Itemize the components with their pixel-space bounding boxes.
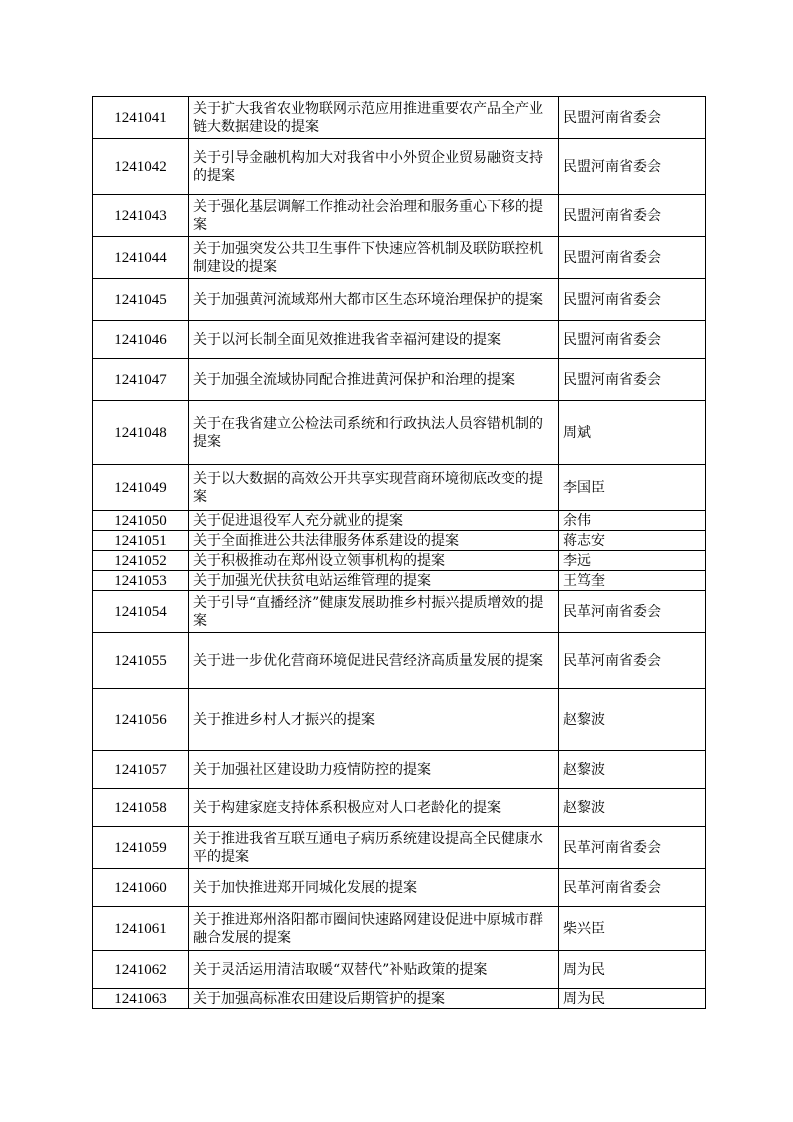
proposal-title: 关于在我省建立公检法司系统和行政执法人员容错机制的提案 xyxy=(189,401,559,465)
proposal-number: 1241059 xyxy=(93,827,189,869)
proposal-title: 关于强化基层调解工作推动社会治理和服务重心下移的提案 xyxy=(189,195,559,237)
proposal-number: 1241045 xyxy=(93,279,189,321)
proposal-submitter: 王笃奎 xyxy=(559,571,706,591)
proposal-title: 关于引导“直播经济”健康发展助推乡村振兴提质增效的提案 xyxy=(189,591,559,633)
proposal-number: 1241046 xyxy=(93,321,189,359)
proposal-submitter: 民盟河南省委会 xyxy=(559,139,706,195)
proposal-number: 1241048 xyxy=(93,401,189,465)
proposal-number: 1241043 xyxy=(93,195,189,237)
proposal-number: 1241058 xyxy=(93,789,189,827)
table-row xyxy=(93,989,706,1009)
proposal-number: 1241042 xyxy=(93,139,189,195)
proposal-number: 1241047 xyxy=(93,359,189,401)
proposal-submitter: 民盟河南省委会 xyxy=(559,237,706,279)
proposal-submitter: 赵黎波 xyxy=(559,789,706,827)
table-row xyxy=(93,195,706,237)
proposal-title: 关于加强光伏扶贫电站运维管理的提案 xyxy=(189,571,559,591)
proposal-submitter: 民盟河南省委会 xyxy=(559,321,706,359)
proposal-number: 1241056 xyxy=(93,689,189,751)
table-row xyxy=(93,511,706,531)
table-row xyxy=(93,401,706,465)
proposal-title: 关于加强高标准农田建设后期管护的提案 xyxy=(189,989,559,1009)
proposal-table xyxy=(92,96,706,1009)
proposal-submitter: 民革河南省委会 xyxy=(559,869,706,907)
proposal-number: 1241062 xyxy=(93,951,189,989)
proposal-submitter: 周为民 xyxy=(559,951,706,989)
table-row xyxy=(93,465,706,511)
proposal-submitter: 赵黎波 xyxy=(559,689,706,751)
table-row xyxy=(93,279,706,321)
proposal-title: 关于进一步优化营商环境促进民营经济高质量发展的提案 xyxy=(189,633,559,689)
proposal-number: 1241063 xyxy=(93,989,189,1009)
proposal-submitter: 民革河南省委会 xyxy=(559,827,706,869)
proposal-submitter: 民盟河南省委会 xyxy=(559,97,706,139)
proposal-number: 1241044 xyxy=(93,237,189,279)
proposal-title: 关于加强全流域协同配合推进黄河保护和治理的提案 xyxy=(189,359,559,401)
table-row xyxy=(93,139,706,195)
proposal-number: 1241061 xyxy=(93,907,189,951)
proposal-number: 1241041 xyxy=(93,97,189,139)
table-row xyxy=(93,531,706,551)
proposal-title: 关于推进我省互联互通电子病历系统建设提高全民健康水平的提案 xyxy=(189,827,559,869)
proposal-table-body xyxy=(93,97,706,1009)
proposal-title: 关于全面推进公共法律服务体系建设的提案 xyxy=(189,531,559,551)
proposal-submitter: 民革河南省委会 xyxy=(559,591,706,633)
proposal-title: 关于以河长制全面见效推进我省幸福河建设的提案 xyxy=(189,321,559,359)
table-row xyxy=(93,751,706,789)
proposal-submitter: 民盟河南省委会 xyxy=(559,279,706,321)
proposal-title: 关于引导金融机构加大对我省中小外贸企业贸易融资支持的提案 xyxy=(189,139,559,195)
proposal-submitter: 民盟河南省委会 xyxy=(559,359,706,401)
proposal-title: 关于构建家庭支持体系积极应对人口老龄化的提案 xyxy=(189,789,559,827)
proposal-number: 1241049 xyxy=(93,465,189,511)
table-row xyxy=(93,951,706,989)
table-row xyxy=(93,591,706,633)
proposal-submitter: 赵黎波 xyxy=(559,751,706,789)
table-row xyxy=(93,237,706,279)
proposal-number: 1241055 xyxy=(93,633,189,689)
proposal-title: 关于灵活运用清洁取暖“双替代”补贴政策的提案 xyxy=(189,951,559,989)
proposal-title: 关于推进乡村人才振兴的提案 xyxy=(189,689,559,751)
proposal-submitter: 民革河南省委会 xyxy=(559,633,706,689)
proposal-title: 关于推进郑州洛阳都市圈间快速路网建设促进中原城市群融合发展的提案 xyxy=(189,907,559,951)
table-row xyxy=(93,321,706,359)
table-row xyxy=(93,571,706,591)
proposal-submitter: 李远 xyxy=(559,551,706,571)
proposal-title: 关于加强突发公共卫生事件下快速应答机制及联防联控机制建设的提案 xyxy=(189,237,559,279)
table-row xyxy=(93,689,706,751)
table-row xyxy=(93,789,706,827)
table-row xyxy=(93,869,706,907)
proposal-title: 关于加强黄河流域郑州大都市区生态环境治理保护的提案 xyxy=(189,279,559,321)
table-row xyxy=(93,827,706,869)
proposal-submitter: 柴兴臣 xyxy=(559,907,706,951)
proposal-number: 1241054 xyxy=(93,591,189,633)
proposal-submitter: 李国臣 xyxy=(559,465,706,511)
proposal-title: 关于以大数据的高效公开共享实现营商环境彻底改变的提案 xyxy=(189,465,559,511)
proposal-submitter: 周为民 xyxy=(559,989,706,1009)
proposal-number: 1241051 xyxy=(93,531,189,551)
proposal-number: 1241050 xyxy=(93,511,189,531)
proposal-submitter: 民盟河南省委会 xyxy=(559,195,706,237)
proposal-title: 关于加强社区建设助力疫情防控的提案 xyxy=(189,751,559,789)
proposal-submitter: 蒋志安 xyxy=(559,531,706,551)
proposal-number: 1241053 xyxy=(93,571,189,591)
table-row xyxy=(93,359,706,401)
proposal-title: 关于加快推进郑开同城化发展的提案 xyxy=(189,869,559,907)
table-row xyxy=(93,97,706,139)
table-row xyxy=(93,633,706,689)
proposal-number: 1241060 xyxy=(93,869,189,907)
proposal-submitter: 余伟 xyxy=(559,511,706,531)
proposal-submitter: 周斌 xyxy=(559,401,706,465)
proposal-title: 关于积极推动在郑州设立领事机构的提案 xyxy=(189,551,559,571)
proposal-number: 1241052 xyxy=(93,551,189,571)
proposal-title: 关于促进退役军人充分就业的提案 xyxy=(189,511,559,531)
table-row xyxy=(93,551,706,571)
proposal-title: 关于扩大我省农业物联网示范应用推进重要农产品全产业链大数据建设的提案 xyxy=(189,97,559,139)
table-row xyxy=(93,907,706,951)
proposal-number: 1241057 xyxy=(93,751,189,789)
